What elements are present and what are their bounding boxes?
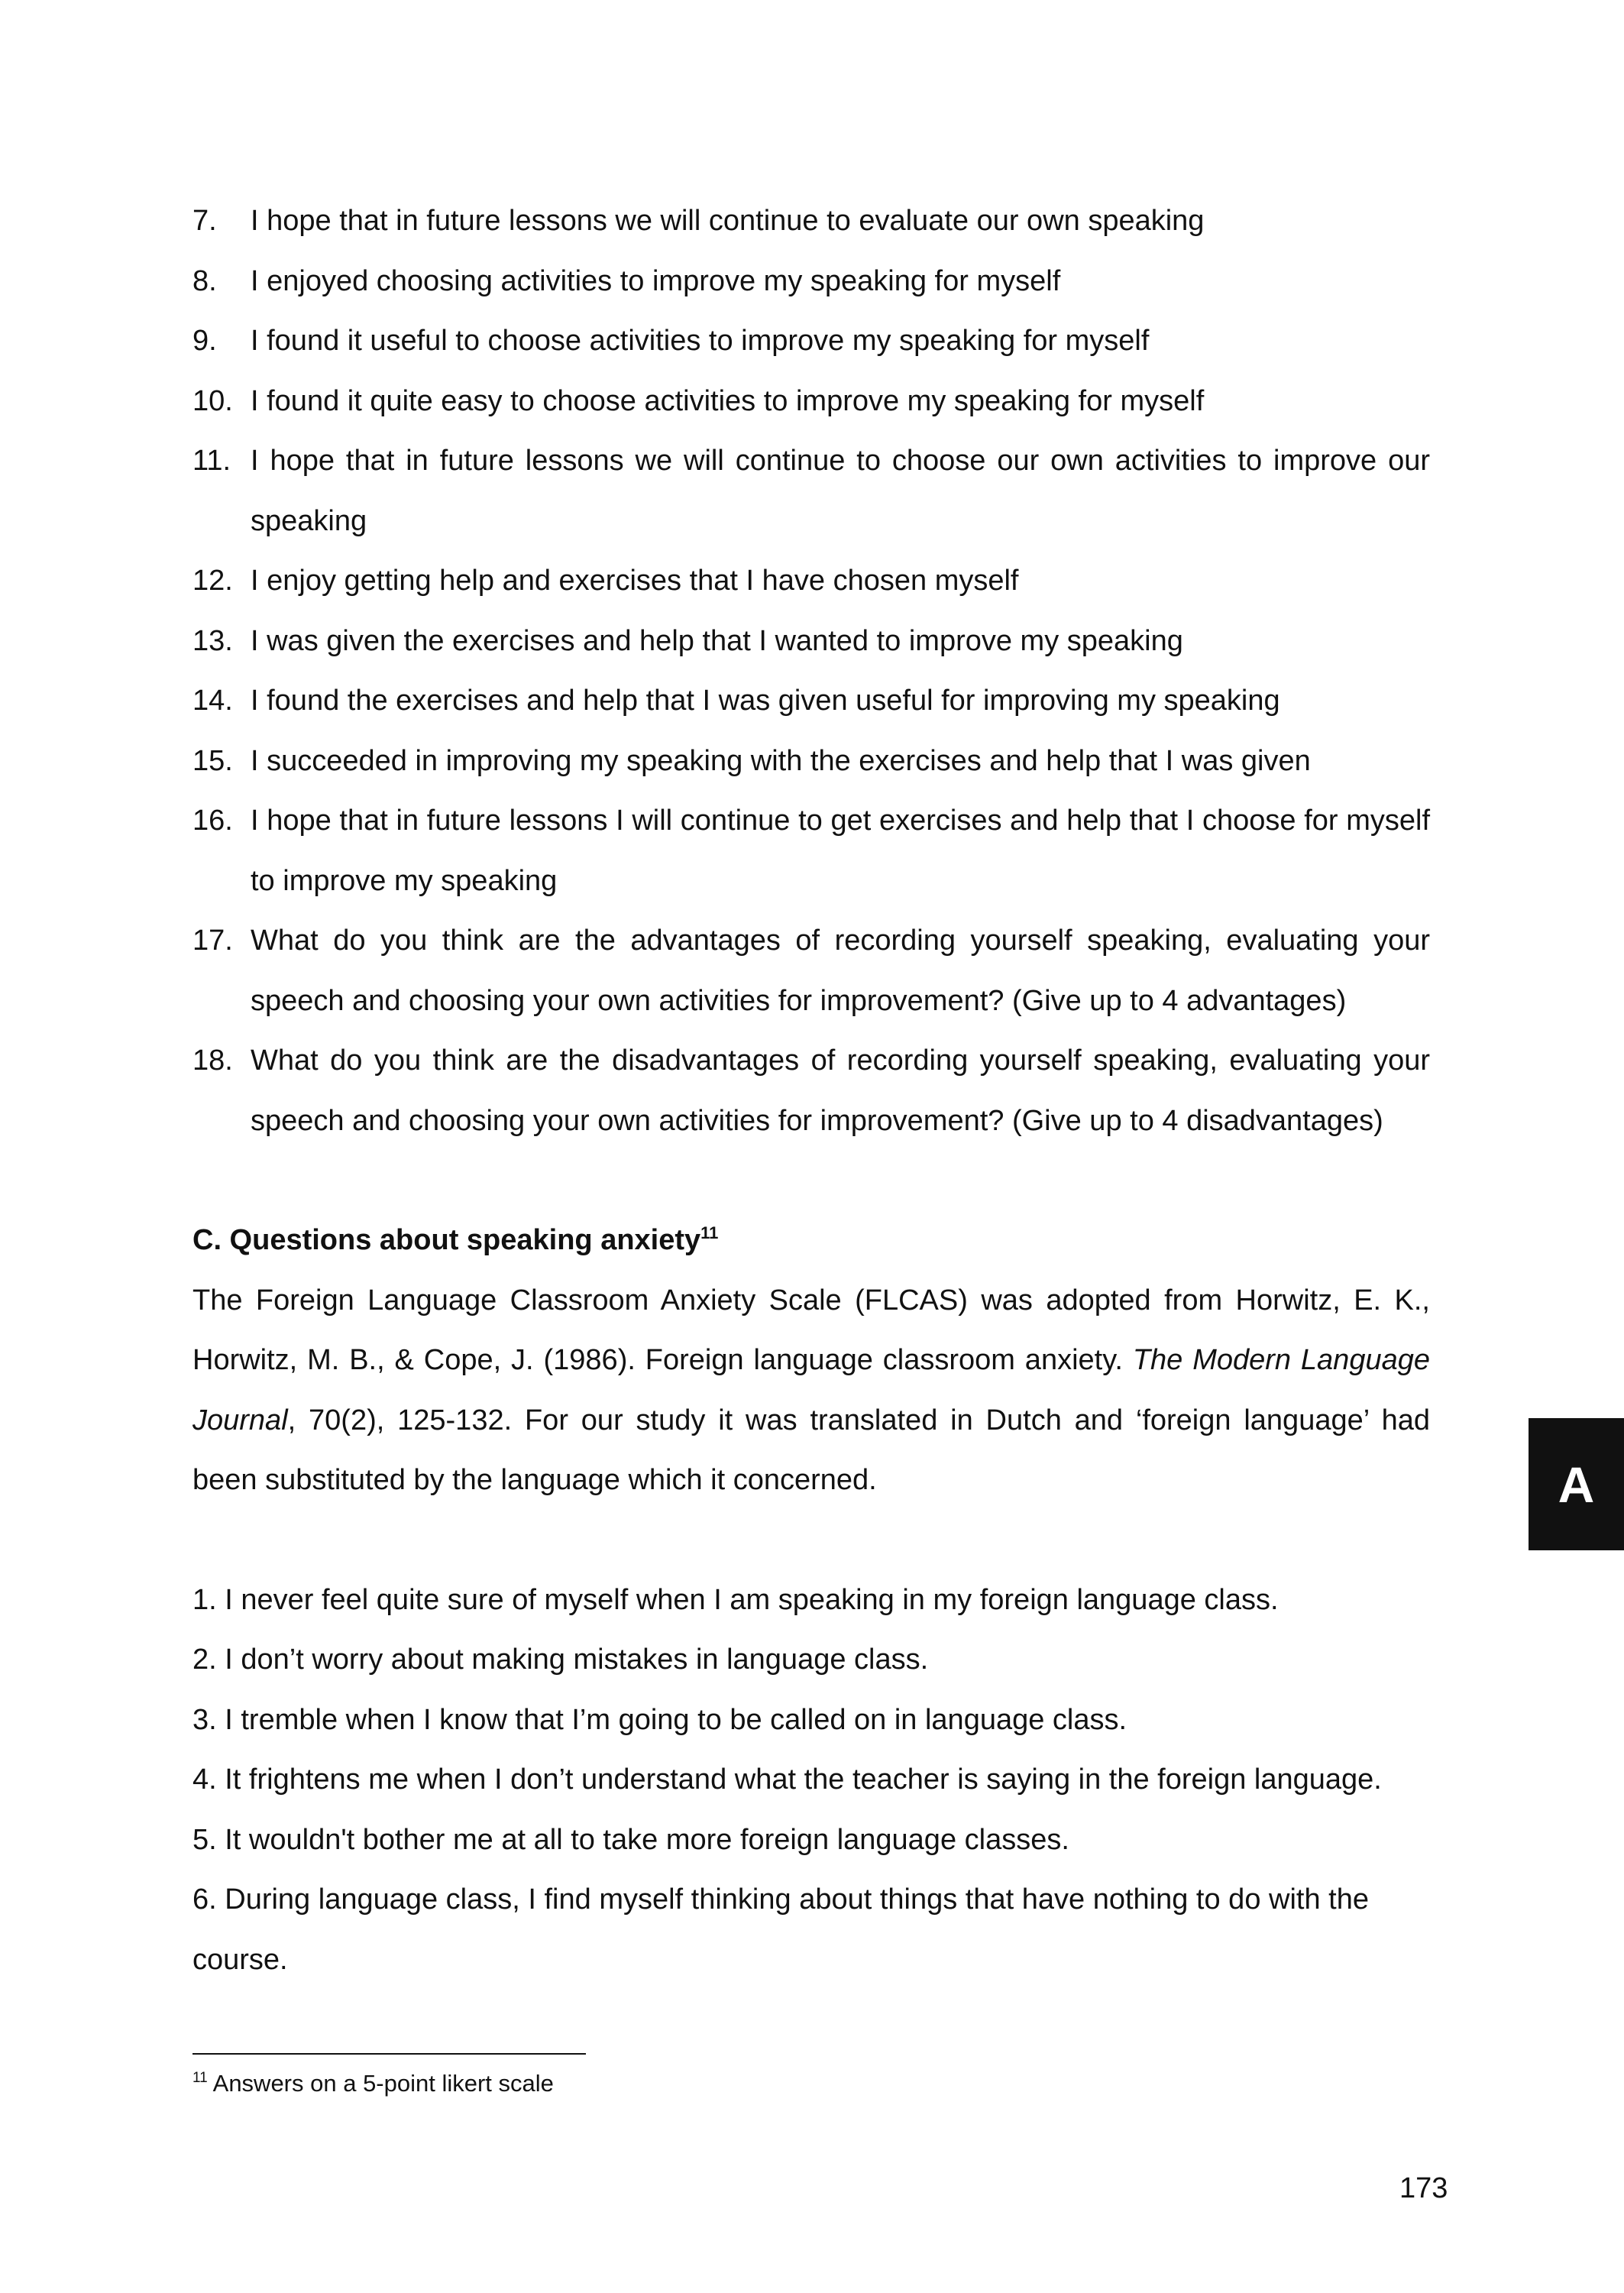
list-item: 13. I was given the exercises and help that I wanted to improve my speaking: [192, 624, 1183, 657]
footnote-mark: 11: [192, 2070, 208, 2086]
list-item: 2. I don’t worry about making mistakes in language class.: [192, 1644, 929, 1676]
footnote-text: Answers on a 5-point likert scale: [212, 2070, 554, 2097]
footnote-reference[interactable]: 11: [700, 1223, 719, 1242]
list-item: 8. I enjoyed choosing activities to improve my speaking for myself: [192, 264, 1061, 297]
section-c-heading: C. Questions about speaking anxiety$^{11}$: [192, 1223, 719, 1256]
list-item: 16. I hope that in future lessons I will continue to get exercises and help that I choose for myself to improve my speaking: [192, 805, 1430, 897]
list-item: 5. It wouldn't bother me at all to take more foreign language classes.: [192, 1823, 1069, 1856]
section-c-intro: The Foreign Language Classroom Anxiety Scale (FLCAS) was adopted from Horwitz, E. K., Horwitz, M. B., & Cope, J. (1986). Foreign language classroom anxiety. The Modern Language Journal, 70(2), 125-132. For our study it was translated in Dutch and ‘foreign language’ had been substituted by the language which it concerned.: [192, 1284, 1430, 1496]
page-number: 173: [1399, 2172, 1448, 2204]
list-item: 12. I enjoy getting help and exercises that I have chosen myself: [192, 565, 1019, 597]
journal-title: The Modern Language Journal: [192, 1344, 1430, 1436]
list-item: 6. During language class, I find myself thinking about things that have nothing to do with the course.: [192, 1883, 1369, 1976]
list-item: 10. I found it quite easy to choose activities to improve my speaking for myself: [192, 384, 1205, 417]
list-item: 1. I never feel quite sure of myself when I am speaking in my foreign language class.: [192, 1583, 1279, 1616]
list-item: 4. It frightens me when I don’t understand what the teacher is saying in the foreign language.: [192, 1763, 1382, 1796]
list-item: 9. I found it useful to choose activities to improve my speaking for myself: [192, 325, 1150, 357]
questionnaire-list-b: [192, 191, 1430, 1151]
page-content: [192, 191, 1430, 1990]
anxiety-items: [192, 1570, 1430, 1990]
footnote: [192, 2067, 554, 2100]
list-item: 14. I found the exercises and help that I was given useful for improving my speaking: [192, 685, 1280, 717]
list-item: 15. I succeeded in improving my speaking with the exercises and help that I was given: [192, 744, 1311, 777]
list-item: 18. What do you think are the disadvantages of recording yourself speaking, evaluating your speech and choosing your own activities for improvement? (Give up to 4 disadvantages): [192, 1044, 1430, 1137]
list-item: 3. I tremble when I know that I’m going to be called on in language class.: [192, 1703, 1127, 1736]
list-item: 7. I hope that in future lessons we will continue to evaluate our own speaking: [192, 205, 1205, 237]
appendix-tab: A: [1529, 1418, 1624, 1550]
list-item: 11. I hope that in future lessons we will continue to choose our own activities to improve our speaking: [192, 445, 1430, 537]
list-item: 17. What do you think are the advantages of recording yourself speaking, evaluating your speech and choosing your own activities for improvement? (Give up to 4 advantages): [192, 925, 1430, 1017]
footnote-divider: [192, 2053, 586, 2055]
